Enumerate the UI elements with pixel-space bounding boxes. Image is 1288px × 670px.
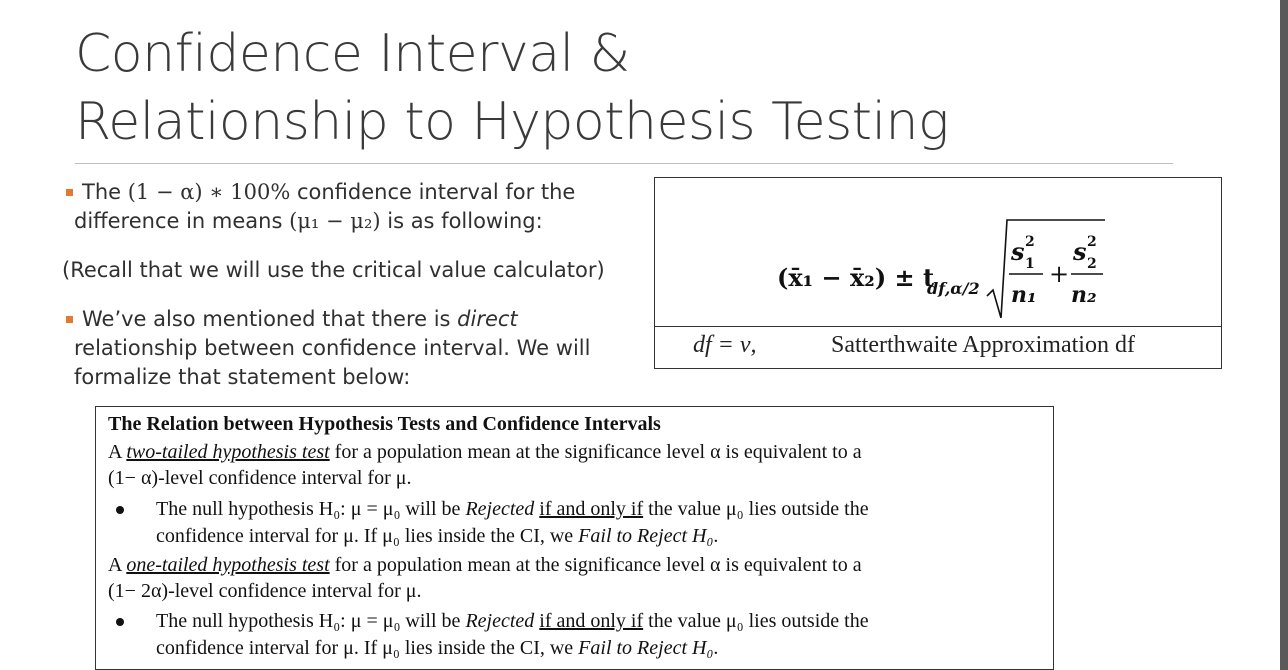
bullet-dot-icon bbox=[116, 618, 124, 626]
title-divider bbox=[75, 163, 1173, 164]
title-line-2: Relationship to Hypothesis Testing bbox=[75, 92, 949, 152]
text: the value μ₀ lies outside the bbox=[643, 610, 869, 632]
df-row bbox=[655, 328, 1221, 366]
frac1-sub: 1 bbox=[1025, 256, 1035, 272]
frac2-sub: 2 bbox=[1087, 256, 1097, 272]
ci-formula bbox=[655, 198, 1221, 318]
text: confidence interval for μ. If μ₀ lies inside the CI, we bbox=[156, 637, 579, 659]
two-tailed-term: two-tailed hypothesis test bbox=[126, 441, 330, 463]
recall-note: (Recall that we will use the critical value calculator) bbox=[62, 258, 605, 282]
scrollbar-edge bbox=[1280, 0, 1288, 670]
bullet-math: (μ₁ − μ₂) bbox=[289, 209, 381, 233]
formula-box bbox=[654, 177, 1222, 369]
bullet-text: relationship between confidence interval. We will bbox=[74, 336, 591, 360]
text: The null hypothesis H₀: μ = μ₀ will be bbox=[156, 610, 466, 632]
bullet-text: The bbox=[82, 180, 128, 204]
one-tailed-paragraph bbox=[108, 551, 862, 579]
formula-t-subscript: df,α/2 bbox=[927, 279, 980, 298]
text: confidence interval for μ. If μ₀ lies inside the CI, we bbox=[156, 525, 579, 547]
frac2-denominator: n₂ bbox=[1071, 282, 1097, 308]
relation-heading: The Relation between Hypothesis Tests and Confidence Intervals bbox=[108, 413, 661, 435]
slide-title bbox=[75, 20, 949, 156]
fail-to-reject-term: Fail to Reject H₀ bbox=[578, 637, 714, 659]
bullet-text: difference in means bbox=[74, 209, 290, 233]
text: . bbox=[713, 637, 719, 659]
satterthwaite-label: Satterthwaite Approximation df bbox=[831, 332, 1135, 358]
frac1-sup: 2 bbox=[1025, 234, 1035, 250]
bullet-square-icon bbox=[66, 189, 73, 196]
text: . bbox=[713, 525, 719, 547]
text: A bbox=[108, 441, 127, 463]
text: The null hypothesis H₀: μ = μ₀ will be bbox=[156, 498, 466, 520]
bullet-text: is as following: bbox=[380, 209, 543, 233]
bullet-text: We’ve also mentioned that there is bbox=[82, 307, 458, 331]
relation-box bbox=[95, 406, 1054, 670]
bullet-math: (1 − α) ∗ 100% bbox=[127, 180, 291, 204]
frac1-denominator: n₁ bbox=[1011, 282, 1037, 308]
text: A bbox=[108, 554, 127, 576]
fail-to-reject-term: Fail to Reject H₀ bbox=[578, 525, 714, 547]
one-tailed-rule-line2 bbox=[156, 634, 718, 662]
ci-formula-svg bbox=[655, 198, 1221, 318]
iff-term: if and only if bbox=[539, 498, 644, 520]
frac2-sup: 2 bbox=[1087, 234, 1097, 250]
bullet-emphasis: direct bbox=[457, 307, 518, 331]
rejected-term: Rejected bbox=[465, 610, 535, 632]
two-tailed-rule-line2 bbox=[156, 522, 718, 550]
two-tailed-paragraph-line2: (1− α)-level confidence interval for μ. bbox=[108, 467, 412, 489]
frac1-numerator: s bbox=[1011, 237, 1025, 266]
formula-lhs: (x̄₁ − x̄₂) ± t bbox=[777, 263, 935, 292]
one-tailed-term: one-tailed hypothesis test bbox=[126, 554, 330, 576]
iff-term: if and only if bbox=[539, 610, 644, 632]
text: the value μ₀ lies outside the bbox=[643, 498, 869, 520]
bullet-text: formalize that statement below: bbox=[74, 365, 411, 389]
formula-divider bbox=[655, 326, 1221, 327]
rejected-term: Rejected bbox=[465, 498, 535, 520]
bullet-ci-definition bbox=[62, 178, 642, 236]
bullet-direct-relationship bbox=[62, 305, 642, 392]
bullet-text: confidence interval for the bbox=[290, 180, 576, 204]
frac2-numerator: s bbox=[1073, 237, 1087, 266]
text: for a population mean at the significance level α is equivalent to a bbox=[329, 554, 862, 576]
df-equals: df = ν, bbox=[693, 332, 757, 358]
one-tailed-paragraph-line2: (1− 2α)-level confidence interval for μ. bbox=[108, 580, 422, 602]
title-line-1: Confidence Interval & bbox=[75, 24, 630, 84]
two-tailed-paragraph bbox=[108, 438, 862, 466]
bullet-dot-icon bbox=[116, 506, 124, 514]
text: for a population mean at the significance level α is equivalent to a bbox=[329, 441, 862, 463]
one-tailed-rule bbox=[156, 607, 869, 635]
bullet-square-icon bbox=[66, 316, 73, 323]
formula-plus: + bbox=[1049, 260, 1070, 288]
two-tailed-rule bbox=[156, 495, 869, 523]
bullet-list bbox=[62, 178, 642, 392]
